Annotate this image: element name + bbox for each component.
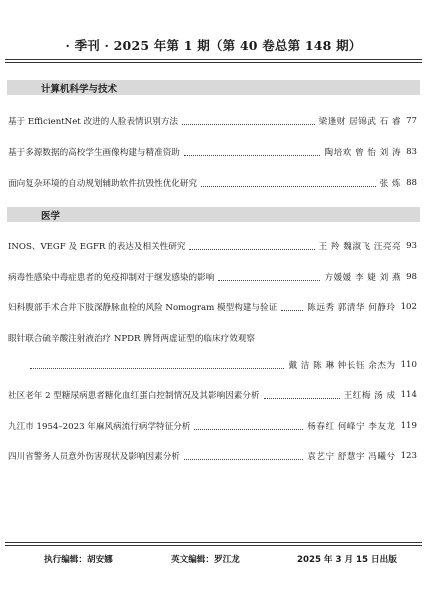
dot-leader — [30, 368, 284, 369]
toc-entry[interactable] — [8, 300, 417, 314]
section-heading-cs — [7, 80, 420, 95]
article-authors: 戴 洁 陈 琳 钟长钰 余杰为 — [288, 361, 396, 371]
page-number: 88 — [406, 178, 417, 188]
page-number: 110 — [400, 360, 417, 370]
article-title: 病毒性感染中毒症患者的免疫抑制对于继发感染的影响 — [8, 273, 215, 283]
dot-leader — [264, 398, 340, 399]
article-title: 基于 EfficientNet 改进的人脸表情识别方法 — [8, 117, 179, 127]
article-authors: 陶培欢 曾 怡 刘 涛 — [324, 148, 402, 158]
toc-entry[interactable] — [8, 388, 417, 402]
executive-editor — [44, 553, 113, 565]
section-heading-label: 医学 — [41, 211, 61, 222]
page-number: 93 — [406, 241, 417, 251]
dot-leader — [189, 249, 314, 250]
toc-entry[interactable] — [8, 145, 417, 159]
executive-editor-label: 执行编辑： — [44, 555, 87, 565]
page-number: 77 — [406, 116, 417, 126]
article-authors: 王 羚 魏淑飞 汪亮亮 — [318, 242, 402, 252]
header-rule-double — [5, 62, 422, 63]
dot-leader — [194, 429, 303, 430]
dot-leader — [184, 155, 321, 156]
toc-entry-continuation[interactable] — [30, 358, 417, 372]
english-editor — [171, 553, 240, 565]
dot-leader — [281, 310, 303, 311]
dot-leader — [182, 124, 315, 125]
toc-entry[interactable] — [8, 449, 417, 463]
article-authors: 杨春红 何峰宁 李友龙 — [307, 422, 396, 432]
article-authors: 王红梅 汤 成 — [343, 391, 396, 401]
article-title: 面向复杂环境的自动规划辅助软件抗毁性优化研究 — [8, 179, 198, 189]
page-number: 98 — [406, 272, 417, 282]
article-title: 基于多源数据的高校学生画像构建与精准资助 — [8, 148, 180, 158]
dot-leader — [201, 186, 376, 187]
article-title: INOS、VEGF 及 EGFR 的表达及相关性研究 — [8, 242, 186, 252]
page-number: 83 — [406, 147, 417, 157]
article-authors: 陈远秀 郭清华 何静玲 — [307, 303, 396, 313]
page-number: 119 — [400, 421, 417, 431]
article-title: 九江市 1954–2023 年麻风病流行病学特征分析 — [8, 422, 191, 432]
english-editor-label: 英文编辑： — [171, 555, 214, 565]
section-heading-medicine — [7, 207, 420, 222]
page-number: 123 — [400, 451, 417, 461]
toc-entry[interactable] — [8, 270, 417, 284]
footer-rule — [5, 542, 422, 543]
footer-rule-double — [5, 545, 422, 546]
article-title[interactable]: 眼针联合硫辛酸注射液治疗 NPDR 脾肾两虚证型的临床疗效观察 — [8, 334, 255, 344]
publication-date: 2025 年 3 月 15 日出版 — [297, 555, 397, 565]
dot-leader — [184, 459, 303, 460]
article-title: 妇科腹部手术合并下肢深静脉血栓的风险 Nomogram 模型构建与验证 — [8, 303, 278, 313]
page-number: 102 — [400, 302, 417, 312]
header-rule — [5, 59, 422, 60]
toc-entry[interactable] — [8, 176, 417, 190]
dot-leader — [218, 280, 320, 281]
article-authors: 梁逢财 居锦武 石 睿 — [318, 117, 402, 127]
executive-editor-name: 胡安娜 — [86, 555, 113, 565]
english-editor-name: 罗江龙 — [213, 555, 240, 565]
article-authors: 袁艺宁 舒慧宇 冯曦兮 — [307, 452, 396, 462]
article-authors: 方媛媛 李 婕 刘 燕 — [324, 273, 402, 283]
section-heading-label: 计算机科学与技术 — [41, 84, 118, 95]
toc-entry[interactable] — [8, 114, 417, 128]
article-title: 四川省警务人员意外伤害现状及影响因素分析 — [8, 452, 180, 462]
toc-entry[interactable] — [8, 239, 417, 253]
toc-entry[interactable] — [8, 419, 417, 433]
article-title: 社区老年 2 型糖尿病患者糖化血红蛋白控制情况及其影响因素分析 — [8, 391, 260, 401]
page-number: 114 — [400, 390, 417, 400]
article-authors: 张 炼 — [379, 179, 402, 189]
issue-header: · 季刊 · 2025 年第 1 期（第 40 卷总第 148 期） — [65, 38, 362, 53]
